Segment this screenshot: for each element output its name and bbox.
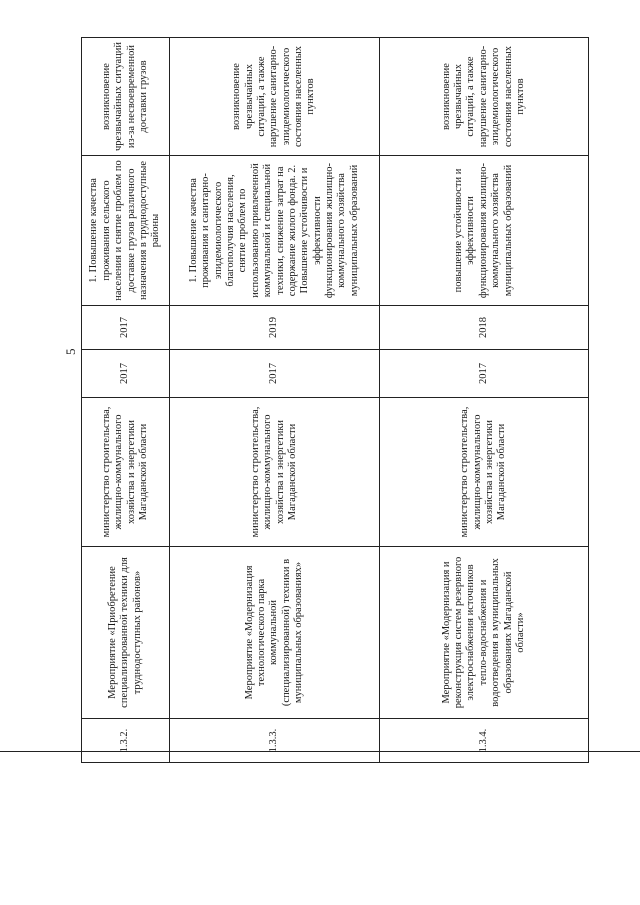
row-number: 1.3.2. bbox=[82, 719, 170, 763]
expected-result: 1. Повышение качества проживания сельского населения и снятие проблем по доставке грузов различного назначения в труднодоступные районы bbox=[82, 156, 170, 306]
start-year: 2017 bbox=[380, 350, 589, 398]
row-number: 1.3.3. bbox=[170, 719, 380, 763]
end-year: 2017 bbox=[82, 306, 170, 350]
rotated-table-wrapper bbox=[81, 37, 589, 763]
end-year: 2018 bbox=[380, 306, 589, 350]
activity-name: Мероприятие «Модернизация технологического парка коммунальной (специализированной) техники в муниципальных образованиях» bbox=[170, 547, 380, 719]
expected-result: 1. Повышение качества проживания и санитарно-эпидемиологического благополучия населения, снятие проблем по использованию привлеченной коммунальной и специальной техники, снижение затрат на содержание жилого фонда. 2. Повышение устойчивости и эффективности функционирования жилищно-коммунального хозяйства муниципальных образований bbox=[170, 156, 380, 306]
activity-name: Мероприятие «Приобретение специализированной техники для труднодоступных районов» bbox=[82, 547, 170, 719]
executor: министерство строительства, жилищно-коммунального хозяйства и энергетики Магаданской области bbox=[82, 398, 170, 547]
row-number: 1.3.4. bbox=[380, 719, 589, 763]
risk-consequence: возникновение чрезвычайных ситуаций, а также нарушение санитарно-эпидемиологического состояния населенных пунктов bbox=[380, 38, 589, 156]
risk-consequence: возникновение чрезвычайных ситуаций, а также нарушение санитарно-эпидемиологического состояния населенных пунктов bbox=[170, 38, 380, 156]
start-year: 2017 bbox=[170, 350, 380, 398]
activities-table bbox=[81, 37, 589, 763]
risk-consequence: возникновение чрезвычайных ситуаций из-за несвоевременной доставки грузов bbox=[82, 38, 170, 156]
end-year: 2019 bbox=[170, 306, 380, 350]
start-year: 2017 bbox=[82, 350, 170, 398]
page-number: 5 bbox=[63, 348, 78, 355]
executor: министерство строительства, жилищно-коммунального хозяйства и энергетики Магаданской области bbox=[170, 398, 380, 547]
activity-name: Мероприятие «Модернизация и реконструкция систем резервного электроснабжения источников тепло-водоснабжения и водоотведения в муниципальных образованиях Магаданской области» bbox=[380, 547, 589, 719]
table-row bbox=[380, 38, 589, 763]
table-row bbox=[82, 38, 170, 763]
table-row bbox=[170, 38, 380, 763]
bottom-rule bbox=[0, 751, 640, 752]
executor: министерство строительства, жилищно-коммунального хозяйства и энергетики Магаданской области bbox=[380, 398, 589, 547]
expected-result: повышение устойчивости и эффективности функционирования жилищно-коммунального хозяйства муниципальных образований bbox=[380, 156, 589, 306]
